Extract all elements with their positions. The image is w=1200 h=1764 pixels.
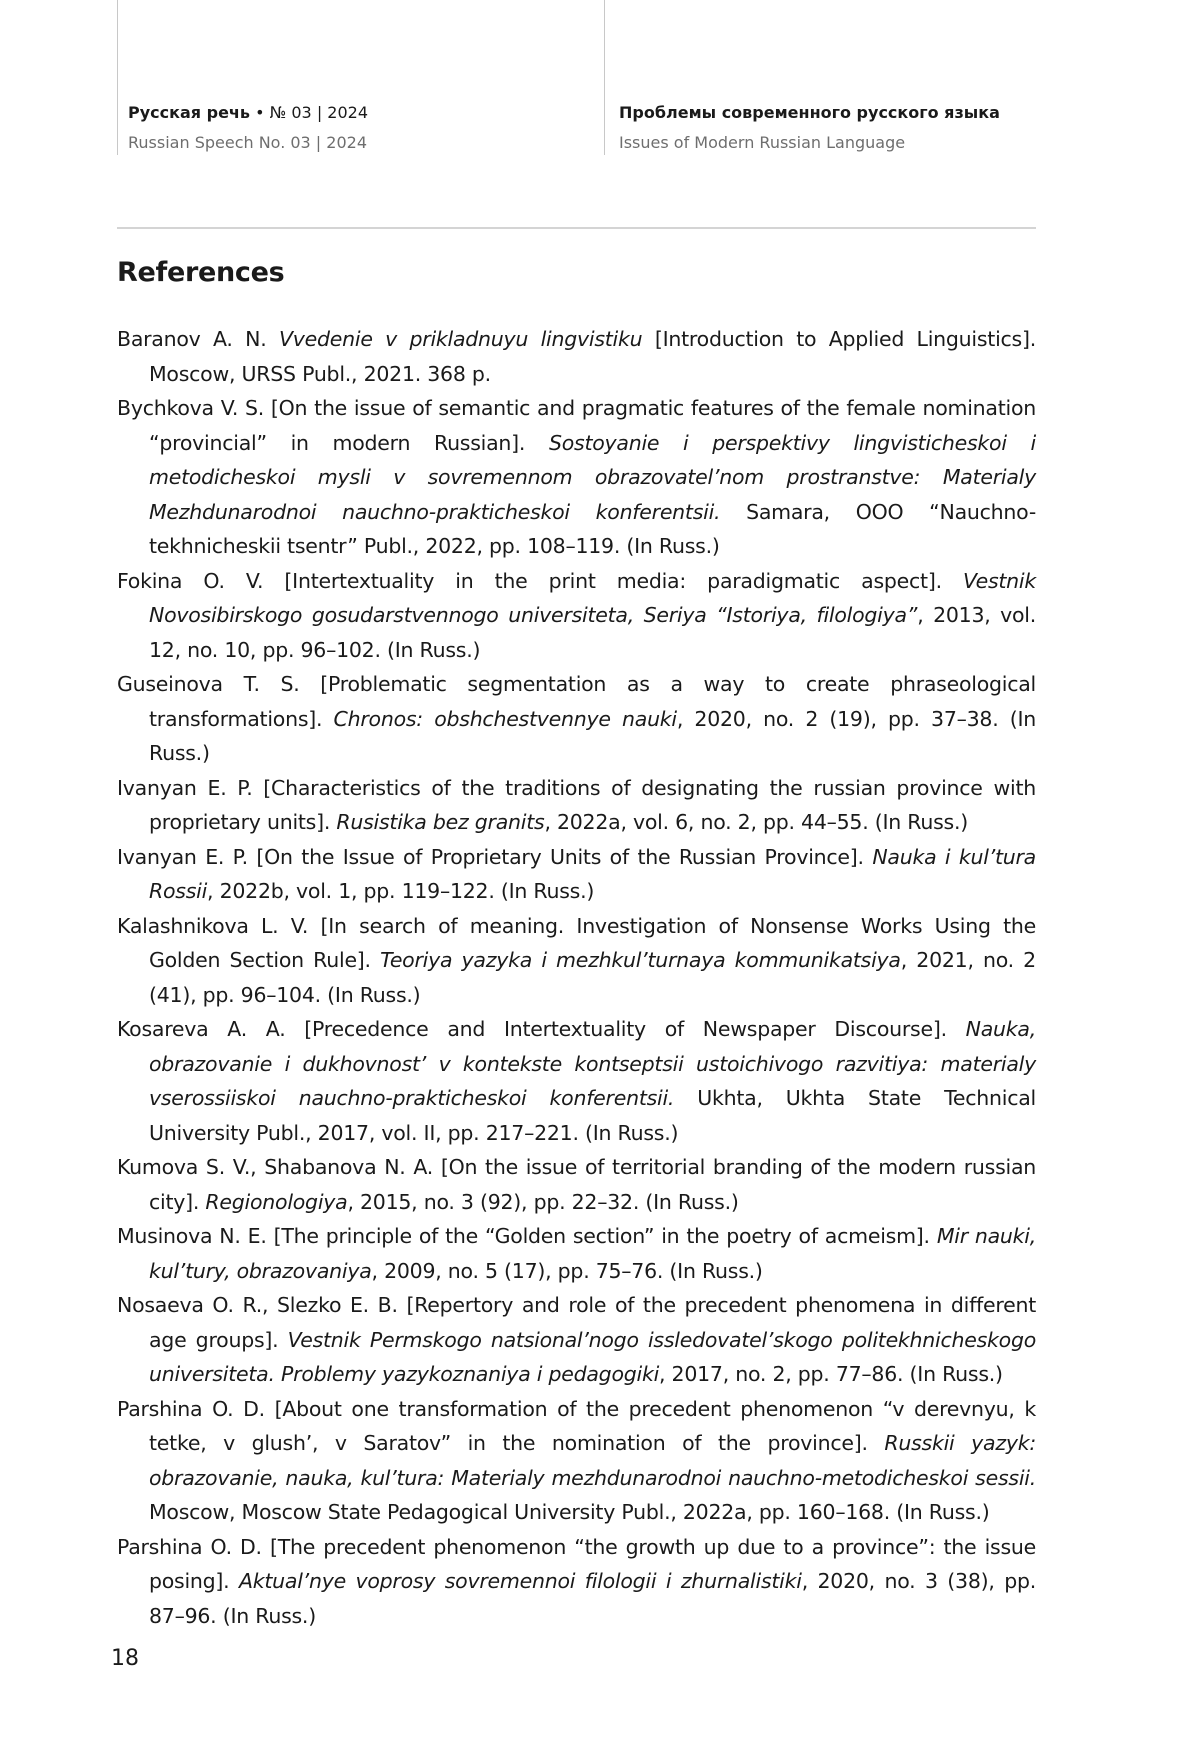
- reference-text: Kalashnikova L. V. [In search of meaning. Investigation of Nonsense Works Using the Golden Section Rule].: [117, 913, 1036, 972]
- reference-source-title: Vestnik Permskogo natsional’nogo issledovatel’skogo politekhnicheskogo universiteta.: [149, 1327, 1037, 1386]
- reference-text: , 2013, vol. 12, no. 10, pp. 96–102. (In Russ.): [149, 603, 1037, 662]
- references-heading: References: [117, 257, 285, 288]
- reference-text: Bychkova V. S. [On the issue of semantic and pragmatic features of the female nomination “provincial” in modern Russian].: [117, 396, 1036, 455]
- reference-source-title: Rusistika bez granits: [336, 810, 545, 834]
- reference-source-title: Chronos: obshchestvennye nauki: [333, 706, 677, 731]
- reference-source-title: Nauka i kul’tura Rossii: [149, 844, 1036, 903]
- reference-text: Ivanyan E. P. [Characteristics of the traditions of designating the russian province with proprietary units].: [117, 775, 1036, 834]
- reference-text: Parshina O. D. [About one transformation of the precedent phenomenon “v derevnyu, k tetke, v glush’, v Saratov” in the nomination of the province].: [117, 1396, 1036, 1455]
- reference-text: Moscow, Moscow State Pedagogical University Publ., 2022a, pp. 160–168. (In Russ.): [149, 1500, 990, 1524]
- reference-source-title: Problemy yazykoznaniya i pedagogiki: [281, 1362, 660, 1386]
- reference-text: Samara, OOO “Nauchno-tekhnicheskii tsentr” Publ., 2022, pp. 108–119. (In Russ.): [149, 499, 1036, 558]
- reference-text: Kumova S. V., Shabanova N. A. [On the issue of territorial branding of the modern russian city].: [117, 1155, 1036, 1214]
- reference-text: , 2009, no. 5 (17), pp. 75–76. (In Russ.): [371, 1258, 763, 1283]
- reference-source-title: Vestnik Novosibirskogo gosudarstvennogo universiteta, Seriya “Istoriya, filologiya”: [149, 568, 1036, 627]
- section-title-ru: Проблемы современного русского языка: [619, 103, 1000, 122]
- reference-entry: [117, 322, 1036, 391]
- reference-entry: [117, 1012, 1036, 1150]
- journal-title-en: Russian Speech No. 03 | 2024: [128, 133, 367, 152]
- reference-entry: [117, 1288, 1036, 1392]
- header-right-rule: [604, 0, 605, 155]
- reference-source-title: Regionologiya: [205, 1189, 348, 1214]
- reference-text: , 2022b, vol. 1, pp. 119–122. (In Russ.): [207, 879, 595, 903]
- section-title-en: Issues of Modern Russian Language: [619, 133, 906, 152]
- reference-text: , 2020, no. 2 (19), pp. 37–38. (In Russ.): [149, 706, 1037, 765]
- reference-entry: [117, 667, 1036, 771]
- reference-text: , 2020, no. 3 (38), pp. 87–96. (In Russ.): [149, 1569, 1036, 1628]
- reference-entry: [117, 1150, 1036, 1219]
- running-header-left: [128, 100, 368, 156]
- reference-source-title: Mir nauki, kul’tury, obrazovaniya: [149, 1224, 1036, 1283]
- reference-entry: [117, 909, 1036, 1013]
- reference-text: , 2022a, vol. 6, no. 2, pp. 44–55. (In Russ.): [544, 810, 969, 834]
- reference-text: Nosaeva O. R., Slezko E. B. [Repertory and role of the precedent phenomena in different age groups].: [117, 1293, 1036, 1352]
- reference-text: Parshina O. D. [The precedent phenomenon “the growth up due to a province”: the issue posing].: [117, 1534, 1036, 1593]
- reference-source-title: Teoriya yazyka i mezhkul’turnaya kommunikatsiya: [380, 948, 901, 972]
- running-header-right: [619, 100, 1000, 156]
- reference-text: Ivanyan E. P. [On the Issue of Proprietary Units of the Russian Province].: [117, 844, 873, 869]
- reference-source-title: Russkii yazyk: obrazovanie, nauka, kul’tura: Materialy mezhdunarodnoi nauchno-metodicheskoi sessii.: [149, 1431, 1036, 1490]
- reference-entry: [117, 391, 1036, 564]
- reference-text: Musinova N. E. [The principle of the “Golden section” in the poetry of acmeism].: [117, 1224, 937, 1248]
- reference-text: Guseinova T. S. [Problematic segmentation as a way to create phraseological transformations].: [117, 672, 1036, 731]
- reference-entry: [117, 1392, 1036, 1530]
- reference-source-title: Vvedenie v prikladnuyu lingvistiku: [278, 327, 643, 351]
- reference-entry: [117, 771, 1036, 840]
- reference-text: Kosareva A. A. [Precedence and Intertextuality of Newspaper Discourse].: [117, 1017, 966, 1041]
- reference-entry: [117, 564, 1036, 668]
- reference-source-title: Aktual’nye voprosy sovremennoi filologii i zhurnalistiki: [239, 1569, 802, 1593]
- page-number: 18: [111, 1646, 139, 1671]
- reference-text: , 2015, no. 3 (92), pp. 22–32. (In Russ.): [347, 1189, 739, 1214]
- reference-entry: [117, 840, 1036, 909]
- reference-entry: [117, 1530, 1036, 1634]
- reference-entry: [117, 1219, 1036, 1288]
- reference-text: , 2021, no. 2 (41), pp. 96–104. (In Russ.): [149, 948, 1036, 1007]
- reference-source-title: Sostoyanie i perspektivy lingvisticheskoi i metodicheskoi mysli v sovremennom obrazovatel’nom prostranstve: Materialy Mezhdunarodnoi nauchno-prakticheskoi konferentsii.: [149, 430, 1036, 524]
- reference-text: , 2017, no. 2, pp. 77–86. (In Russ.): [659, 1362, 1003, 1386]
- header-divider: [117, 227, 1036, 229]
- reference-source-title: Nauka, obrazovanie i dukhovnost’ v kontekste kontseptsii ustoichivogo razvitiya: materialy vserossiiskoi nauchno-prakticheskoi konferentsii.: [149, 1017, 1036, 1110]
- header-left-rule: [117, 0, 118, 155]
- reference-text: Fokina O. V. [Intertextuality in the print media: paradigmatic aspect].: [117, 568, 964, 593]
- reference-list: [117, 322, 1036, 1633]
- journal-title-ru: Русская речь • № 03 | 2024: [128, 103, 369, 122]
- reference-text: Baranov A. N.: [117, 327, 279, 351]
- reference-text: [Introduction to Applied Linguistics]. Moscow, URSS Publ., 2021. 368 p.: [149, 327, 1036, 386]
- reference-text: Ukhta, Ukhta State Technical University Publ., 2017, vol. II, pp. 217–221. (In Russ.): [149, 1086, 1036, 1145]
